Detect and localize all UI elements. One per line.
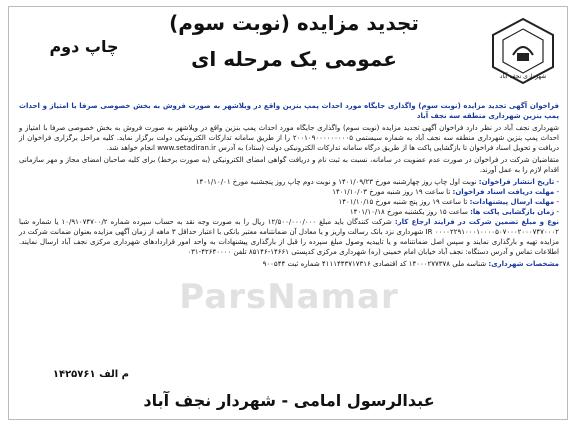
schedule-value: تا ساعت ۱۹ روز پنج شنبه مورخ ۱۴۰۱/۱۰/۱۵ (338, 198, 468, 206)
schedule-label: مهلت ارسال پیشنهادات: (469, 198, 555, 206)
ad-body (19, 101, 559, 271)
guarantee-paragraph (19, 217, 559, 257)
specs-label: مشخصات شهرداری: (488, 260, 559, 268)
schedule-item: - زمان بازگشایی پاکت ها: ساعت ۱۵ روز یکشنبه مورخ ۱۴۰۱/۱۰/۱۸ (349, 208, 559, 216)
paragraph-1: شهرداری نجف آباد در نظر دارد فراخوان آگهی تجدید مزایده (نوبت سوم) واگذاری جایگاه مورد احداث پمپ بنزین واقع در ویلاشهر به صورت فروش به بخش خصوصی صرفا با امتیاز و احداث پمپ بنزین شهرداری منطقه سه نجف آباد به شماره سیستمی ۲۰۰۱۰۹۰۰۰۰۰۰۰۰۰۵ را از طریق سامانه تدارکات الکترونیکی دولت برگزار نماید. کلیه مراحل برگزاری فراخوان از دریافت و تحویل اسناد فراخوان تا بازگشایی پاکت ها از طریق درگاه سامانه تدارکات الکترونیکی دولت (ستاد) به آدرس www.setadiran.ir انجام خواهد شد. (19, 124, 559, 152)
schedule-value: تا ساعت ۱۹ روز شنبه مورخ ۱۴۰۱/۱۰/۰۳ (332, 188, 451, 196)
schedule-label: زمان بازگشایی پاکت ها: (470, 208, 555, 216)
ad-title-line1: تجدید مزایده (نوبت سوم) (169, 11, 419, 35)
intro-highlight: فراخوان آگهی تجدید مزایده (نوبت سوم) واگذاری جایگاه مورد احداث پمپ بنزین واقع در ویلاشهر به صورت فروش به بخش خصوصی صرفا با امتیاز و احداث پمپ بنزین شهرداری منطقه سه نجف آباد (19, 102, 559, 120)
signature-line: عبدالرسول امامی - شهردار نجف آباد (143, 391, 435, 410)
logo-caption: شهرداری نجف آباد (499, 73, 547, 80)
schedule-item: - مهلت دریافت اسناد فراخوان: تا ساعت ۱۹ روز شنبه مورخ ۱۴۰۱/۱۰/۰۳ (332, 188, 559, 196)
paragraph-2: متقاضیان شرکت در فراخوان در صورت عدم عضویت در سامانه، نسبت به ثبت نام و دریافت گواهی امضای الکترونیکی (به صورت برخط) برای کلیه صاحبان امضای مجاز و مهر سازمانی اقدام لازم را به عمل آورند. (19, 156, 559, 174)
print-edition-label: چاپ دوم (49, 37, 119, 56)
specs-paragraph (19, 259, 559, 269)
schedule-value: ساعت ۱۵ روز یکشنبه مورخ ۱۴۰۱/۱۰/۱۸ (349, 208, 468, 216)
watermark: ParsNamar (179, 277, 399, 317)
schedule-list (19, 177, 559, 217)
guarantee-label: نوع و مبلغ تضمین شرکت در فرایند ارجاع کار: (394, 218, 559, 226)
ad-title-line2: عمومی یک مرحله ای (191, 47, 397, 71)
ad-frame (8, 6, 568, 420)
guarantee-text: شرکت کنندگان باید مبلغ ۱۲/۵۰۰/۰۰۰/۰۰۰ ریال را به صورت وجه نقد به حساب سپرده شماره ۱۰/۹۱۰۷۴۷۰۰/۲ یا شماره شبا ۰۰۰۰۲۲۹۱۰۰۰۱۰۰۰۰۵۰۷۰۰۰۲۰۰۰۷۴۷۰۰۰۲ IR شهرداری نزد بانک رسالت واریز و یا معادل آن ضمانتنامه معتبر بانکی با اعتبار حداقل ۳ ماهه از زمان آگهی مزایده بعنوان ضمانت شرکت در مزایده تهیه و بارگذاری نمایند و سپس اصل ضمانتنامه و یا تاییدیه وصول مبلغ سپرده را قبل از بارگذاری پیشنهادات به واحد امور قراردادهای شهرداری مرکزی نجف آباد ارسال نمایند. اطلاعات تماس و آدرس دستگاه: نجف آباد خیابان امام خمینی (ره) شهرداری مرکزی کدپستی ۱۴۶۶۱-۸۵۱۴۶ تلفن ۴۲۶۴۰۰۰۰-۰۳۱ (19, 218, 559, 256)
schedule-label: تاریخ انتشار فراخوان: (478, 178, 555, 186)
schedule-label: مهلت دریافت اسناد فراخوان: (452, 188, 555, 196)
ad-header (9, 7, 569, 99)
schedule-item: - مهلت ارسال پیشنهادات: تا ساعت ۱۹ روز پنج شنبه مورخ ۱۴۰۱/۱۰/۱۵ (338, 198, 559, 206)
specs-text: شناسه ملی ۱۴۰۰۰۲۷۷۳۷۸ کد اقتصادی ۴۱۱۱۴۴۳۷۱۷۳۱۶ شماره ثبت ۹۰۰۵۴۴ (262, 260, 487, 268)
ad-number: م الف ۱۴۲۵۷۶۱ (52, 369, 129, 380)
schedule-value: نوبت اول چاپ روز چهارشنبه مورخ ۱۴۰۱/۰۹/۲۳ و نوبت دوم چاپ روز پنجشنبه مورخ ۱۴۰۱/۱۰/۰۱ (195, 178, 477, 186)
schedule-item: - تاریخ انتشار فراخوان: نوبت اول چاپ روز چهارشنبه مورخ ۱۴۰۱/۰۹/۲۳ و نوبت دوم چاپ روز پنجشنبه مورخ ۱۴۰۱/۱۰/۰۱ (195, 178, 559, 186)
